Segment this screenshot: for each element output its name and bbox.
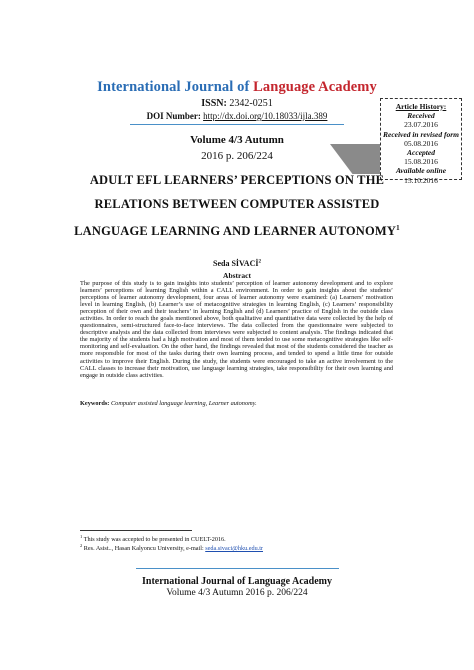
- journal-title: [0, 79, 474, 96]
- footnote-2-text: Res. Asist.., Hasan Kalyoncu University, e-mail:: [83, 545, 204, 553]
- footnote-1-mark: 1: [80, 534, 83, 539]
- footnote-2: [80, 543, 263, 552]
- footnote-1: [80, 534, 226, 543]
- doi-label: DOI Number:: [146, 111, 201, 121]
- author-email-link[interactable]: seda.sivaci@hku.edu.tr: [205, 545, 263, 553]
- paper-title-text: ADULT EFL LEARNERS’ PERCEPTIONS ON THE RELATIONS BETWEEN COMPUTER ASSISTED LANGUAGE LEARNING AND LEARNER AUTONOMY: [74, 173, 397, 239]
- history-received-label: Received: [407, 111, 435, 121]
- pages-info: 2016 p. 206/224: [201, 150, 273, 162]
- history-received-date: 23.07.2016: [404, 120, 438, 130]
- history-revised-label: Received in revised form: [382, 129, 460, 139]
- history-revised-date: 05.08.2016: [404, 138, 438, 148]
- footnote-divider: [80, 530, 192, 531]
- volume-info: Volume 4/3 Autumn: [190, 134, 284, 146]
- author-name: Seda SİVACİ: [213, 259, 259, 268]
- history-accepted-date: 15.08.2016: [404, 157, 438, 167]
- keywords-text: Computer assisted language learning, Learner autonomy.: [110, 400, 257, 407]
- history-online-date: 15.10.2016: [404, 175, 438, 185]
- paper-title: [70, 168, 404, 243]
- issn-value: 2342-0251: [229, 98, 273, 109]
- title-footnote-mark: 1: [396, 224, 400, 232]
- footnote-1-text: This study was accepted to be presented in CUELT-2016.: [83, 536, 226, 544]
- keywords-label: Keywords:: [80, 400, 110, 407]
- abstract-heading: Abstract: [223, 271, 251, 280]
- journal-title-part1: International Journal of: [97, 79, 250, 95]
- footer-divider: [136, 568, 339, 569]
- footer-volume-info: Volume 4/3 Autumn 2016 p. 206/224: [166, 588, 308, 598]
- abstract-body: The purpose of this study is to gain insights into students’ perception of learner autonomy development and to explore learners’ perceptions of learning English within a CALL environment. In order to gain insights about the students’ perceptions of learner autonomy development, four areas of learner autonomy were examined: (a) Learners’ motivation level in learning English, (b) Learner’s use of metacognitive strategies in learning English, (c) Learners’ responsibility perception of their own and their teachers’ in learning English and (d) Learners’ practice of English in the outside class activities. In order to reach the goals mentioned above, both qualitative and quantitative data were collected by the help of questionnaires, semi-structured face-to-face interviews. The data collected from the questionnaire were subjected to descriptive analysis and the data collected from interviews were subjected to content analysis. The findings indicated that the majority of the students had a high motivation and most of them tended to use some metacognitive strategies like self-monitoring and self-evaluation. On the other hand, the findings revealed that most of the students considered the teacher as more responsible for most of the tasks during their own learning process, and tended to spend a little time for outside activities to improve their English. During the study, the students were encouraged to take an active involvement to the CALL classes to increase their motivation, use language learning strategies, take responsibility for their own learning and engage in outside class activities.: [80, 280, 393, 379]
- history-online-label: Available online: [395, 166, 447, 176]
- journal-title-part2: Language Academy: [253, 79, 377, 95]
- keywords: [80, 400, 393, 407]
- footer-journal-title: International Journal of Language Academy: [141, 576, 332, 587]
- header-divider: [130, 124, 344, 125]
- history-accepted-label: Accepted: [407, 148, 435, 158]
- author: [0, 259, 474, 268]
- footnote-2-mark: 2: [80, 543, 83, 548]
- history-heading: Article History:: [395, 102, 447, 111]
- doi-link[interactable]: http://dx.doi.org/10.18033/ijla.389: [203, 111, 328, 121]
- author-footnote-mark: 2: [258, 259, 261, 265]
- issn-label: ISSN:: [201, 98, 227, 109]
